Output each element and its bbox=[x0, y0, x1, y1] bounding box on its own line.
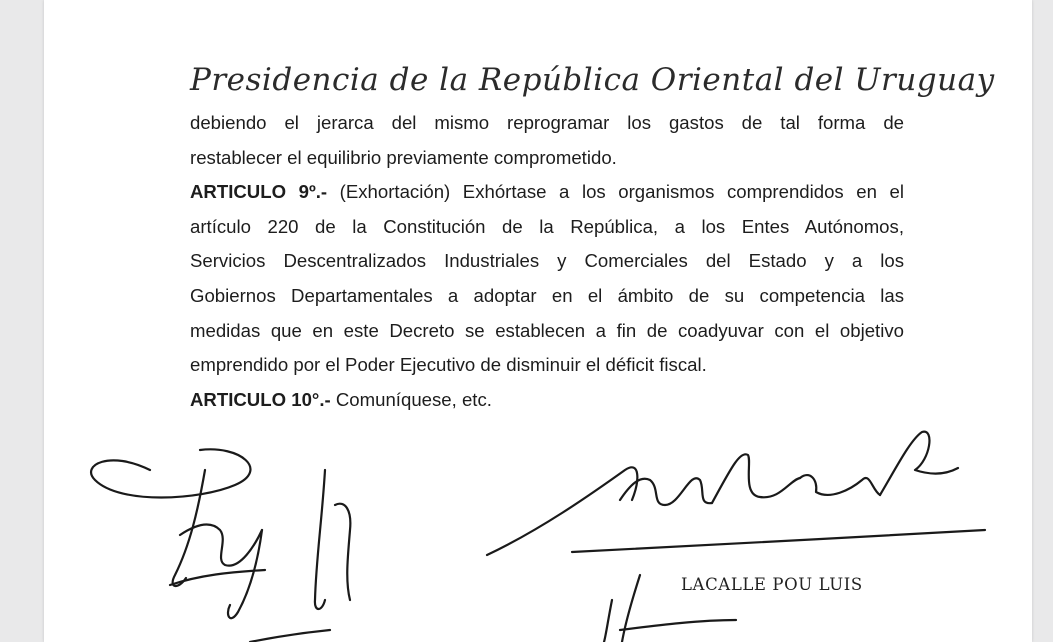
article-10-line bbox=[190, 383, 904, 418]
letterhead bbox=[190, 60, 995, 110]
right-signature-flourish bbox=[487, 467, 637, 555]
letterhead-title: Presidencia de la República Oriental del Uruguay bbox=[190, 62, 995, 98]
bottom-signature-stroke bbox=[620, 620, 736, 630]
paragraph-line: emprendido por el Poder Ejecutivo de disminuir el déficit fiscal. bbox=[190, 354, 707, 376]
left-signature-stroke bbox=[228, 530, 262, 618]
paragraph-line: Servicios Descentralizados Industriales y Comerciales del Estado y a los bbox=[190, 250, 904, 272]
bottom-signature-stroke bbox=[250, 630, 330, 642]
paragraph-line: artículo 220 de la Constitución de la República, a los Entes Autónomos, bbox=[190, 215, 904, 237]
right-signature-stroke bbox=[620, 478, 712, 505]
article-9-first-line bbox=[190, 175, 904, 210]
right-signature-stroke bbox=[712, 454, 800, 503]
article-10-label: ARTICULO 10°.- bbox=[190, 388, 331, 410]
paragraph-line: medidas que en este Decreto se establecen a fin de coadyuvar con el objetivo bbox=[190, 319, 904, 341]
paragraph-line: debiendo el jerarca del mismo reprogramar los gastos de tal forma de bbox=[190, 112, 904, 133]
paragraph-line: Gobiernos Departamentales a adoptar en el ámbito de su competencia las bbox=[190, 284, 904, 306]
article-9-label: ARTICULO 9º.- bbox=[190, 181, 328, 203]
article-9-text: (Exhortación) Exhórtase a los organismos comprendidos en el bbox=[327, 181, 904, 203]
left-signature-stroke bbox=[335, 504, 350, 600]
bottom-signature-stroke bbox=[604, 600, 612, 642]
left-signature-stroke bbox=[173, 470, 205, 586]
right-signature-stroke bbox=[800, 475, 880, 495]
bottom-signature-stroke bbox=[622, 575, 640, 642]
left-signature-stroke bbox=[315, 470, 325, 609]
decree-body bbox=[190, 106, 904, 417]
article-10-text: Comuníquese, etc. bbox=[330, 388, 492, 410]
paragraph-line: restablecer el equilibrio previamente comprometido. bbox=[190, 146, 617, 168]
right-signature-stroke bbox=[880, 432, 958, 495]
signatory-name: LACALLE POU LUIS bbox=[681, 575, 863, 594]
signatures bbox=[0, 420, 1053, 642]
signature-underline bbox=[572, 530, 985, 552]
left-signature-loop bbox=[91, 449, 250, 497]
